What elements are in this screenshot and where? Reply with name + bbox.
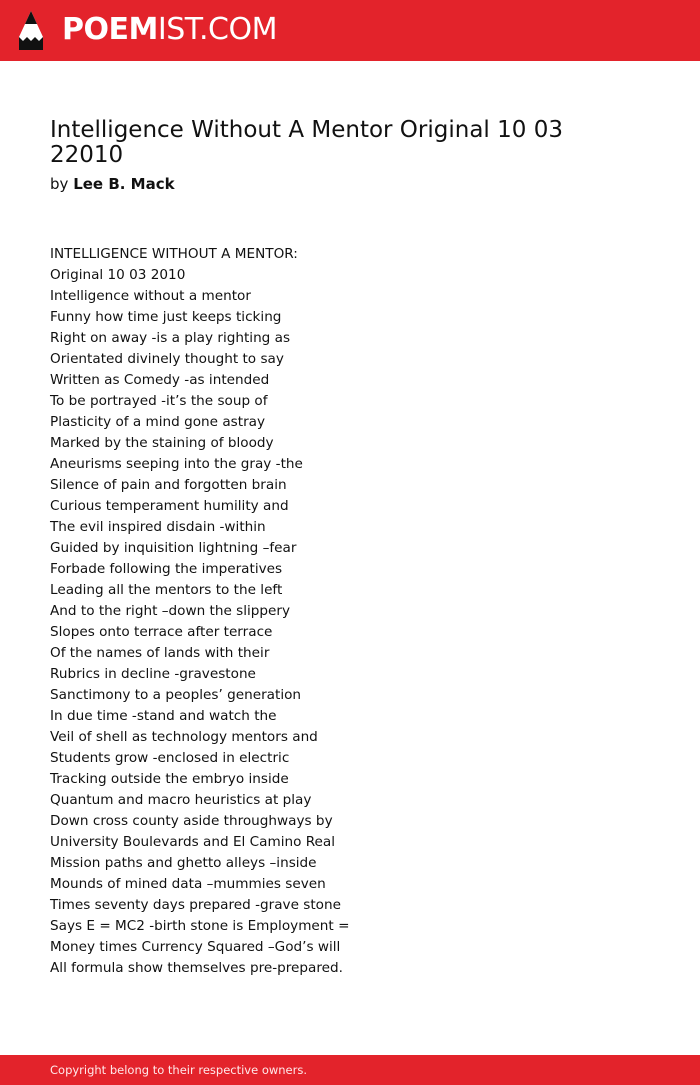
poem-line: Leading all the mentors to the left — [50, 582, 283, 598]
poem-line: Forbade following the imperatives — [50, 561, 283, 577]
by-label: by — [50, 175, 69, 193]
poem-line: Original 10 03 2010 — [50, 267, 186, 283]
poem-line: University Boulevards and El Camino Real — [50, 834, 336, 850]
poem-line: Slopes onto terrace after terrace — [50, 624, 273, 640]
poem-line: Times seventy days prepared -grave stone — [50, 897, 341, 913]
poem-line: Marked by the staining of bloody — [50, 435, 274, 451]
poem-line: Students grow -enclosed in electric — [50, 750, 290, 766]
poem-line: Funny how time just keeps ticking — [50, 309, 282, 325]
poem-line: Tracking outside the embryo inside — [50, 771, 289, 787]
poem-line: Money times Currency Squared –God’s will — [50, 939, 341, 955]
site-footer — [0, 1055, 700, 1085]
site-logo[interactable] — [62, 12, 277, 48]
poem-line: Curious temperament humility and — [50, 498, 289, 514]
poem-line: All formula show themselves pre-prepared. — [50, 960, 343, 976]
poem-line: Plasticity of a mind gone astray — [50, 414, 266, 430]
poem-line: Says E = MC2 -birth stone is Employment = — [50, 918, 350, 934]
poem-line: Orientated divinely thought to say — [50, 351, 284, 367]
author-name: Lee B. Mack — [73, 175, 175, 193]
poem-line: INTELLIGENCE WITHOUT A MENTOR: — [50, 246, 298, 262]
poem-line: Sanctimony to a peoples’ generation — [50, 687, 302, 703]
copyright-text: Copyright belong to their respective owners. — [50, 1063, 308, 1077]
poem-line: Guided by inquisition lightning –fear — [50, 540, 297, 556]
poem-line: Rubrics in decline -gravestone — [50, 666, 256, 682]
poem-line: Quantum and macro heuristics at play — [50, 792, 312, 808]
poem-line: Down cross county aside throughways by — [50, 813, 333, 829]
poem-line: Written as Comedy -as intended — [50, 372, 270, 388]
logo-bold-text: POEM — [62, 12, 158, 47]
site-header — [0, 0, 700, 61]
poem-line: The evil inspired disdain -within — [50, 519, 266, 535]
poem-line: Veil of shell as technology mentors and — [50, 729, 318, 745]
poem-line: Intelligence without a mentor — [50, 288, 251, 304]
poem-body — [50, 244, 550, 979]
poem-line: Mission paths and ghetto alleys –inside — [50, 855, 317, 871]
logo-light-text: IST.COM — [157, 12, 277, 47]
poem-line: Of the names of lands with their — [50, 645, 270, 661]
poem-line: To be portrayed -it’s the soup of — [50, 393, 268, 409]
poem-line: Silence of pain and forgotten brain — [50, 477, 287, 493]
poem-line: Right on away -is a play righting as — [50, 330, 291, 346]
poem-title: Intelligence Without A Mentor Original 10 03 22010 — [50, 117, 563, 168]
pencil-tip-icon[interactable] — [18, 10, 44, 51]
poem-line: In due time -stand and watch the — [50, 708, 277, 724]
poem-line: Mounds of mined data –mummies seven — [50, 876, 326, 892]
poem-line: And to the right –down the slippery — [50, 603, 291, 619]
byline — [50, 174, 175, 194]
poem-line: Aneurisms seeping into the gray -the — [50, 456, 303, 472]
